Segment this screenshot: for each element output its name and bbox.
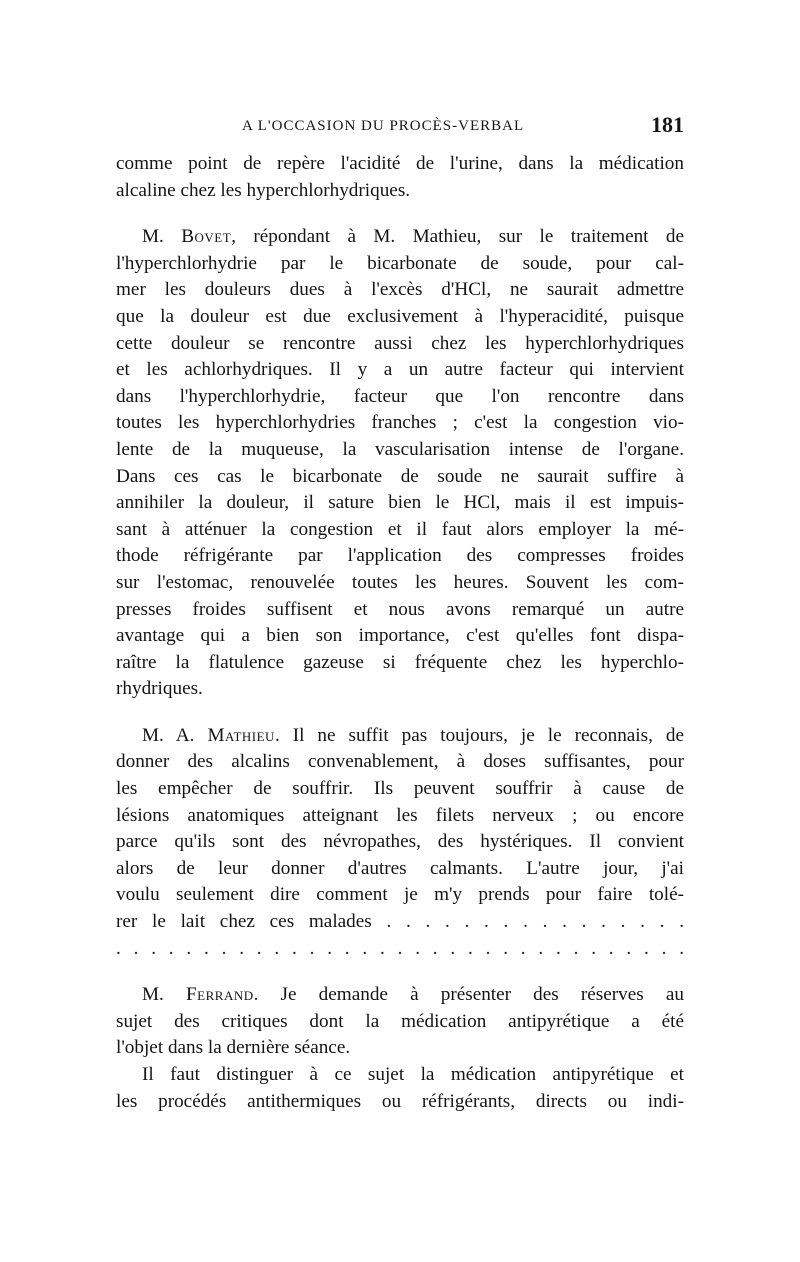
- text-line: et les achlorhydriques. Il y a un autre facteur qui intervient: [116, 359, 684, 381]
- text-line: que la douleur est due exclusivement à l'hyperacidité, puisque: [116, 305, 684, 327]
- text-line: sujet des critiques dont la médication antipyrétique a été: [116, 1010, 684, 1032]
- text-line: rer le lait chez ces malades . . . . . . . . . . . . . . . .: [116, 911, 684, 933]
- text-line: [116, 982, 684, 1009]
- text-line: alcaline chez les hyperchlorhydriques.: [116, 179, 411, 201]
- text-line: toutes les hyperchlorhydries franches ; c'est la congestion vio-: [116, 412, 684, 434]
- text-line: donner des alcalins convenablement, à doses suffisantes, pour: [116, 751, 684, 773]
- text-line: comme point de repère l'acidité de l'urine, dans la médication: [116, 153, 684, 174]
- body-text: [116, 151, 684, 1115]
- dotted-line: . . . . . . . . . . . . . . . . . . . . . . . . . . . . . . . . .: [116, 937, 684, 959]
- text-line: les procédés antithermiques ou réfrigérants, directs ou indi-: [116, 1090, 684, 1112]
- text-line: lente de la muqueuse, la vascularisation intense de l'organe.: [116, 438, 684, 460]
- text-line: Dans ces cas le bicarbonate de soude ne saurait suffire à: [116, 465, 684, 487]
- text-line: presses froides suffisent et nous avons remarqué un autre: [116, 598, 684, 620]
- text-line: parce qu'ils sont des névropathes, des hystériques. Il convient: [116, 831, 684, 853]
- text-line: [116, 723, 684, 750]
- text-line: avantage qui a bien son importance, c'est qu'elles font dispa-: [116, 625, 684, 647]
- line-rest: . Je demande à présenter des réserves au: [253, 984, 684, 1006]
- page-number: 181: [651, 112, 684, 137]
- speaker-name-ferrand: Ferrand: [186, 984, 254, 1006]
- line-rest: . Il ne suffit pas toujours, je le reconnais, de: [274, 724, 685, 746]
- running-head-title: A L'OCCASION DU PROCÈS-VERBAL: [242, 118, 525, 134]
- text-line: lésions anatomiques atteignant les filets nerveux ; ou encore: [116, 804, 684, 826]
- text-line: rhydriques.: [116, 678, 203, 700]
- speaker-prefix: M. A.: [142, 724, 208, 746]
- text-line: mer les douleurs dues à l'excès d'HCl, ne saurait admettre: [116, 279, 684, 301]
- text-line: annihiler la douleur, il sature bien le HCl, mais il est impuis-: [116, 492, 684, 514]
- text-line: [116, 224, 684, 251]
- text-line: thode réfrigérante par l'application des compresses froides: [116, 545, 684, 567]
- line-rest: , répondant à M. Mathieu, sur le traitement de: [231, 226, 684, 248]
- text-line: voulu seulement dire comment je m'y prends pour faire tolé-: [116, 884, 684, 906]
- speaker-prefix: M.: [142, 226, 182, 248]
- speaker-name-mathieu: Mathieu: [207, 724, 275, 746]
- text-line: sur l'estomac, renouvelée toutes les heures. Souvent les com-: [116, 571, 684, 593]
- text-line: raître la flatulence gazeuse si fréquente chez les hyperchlo-: [116, 651, 684, 673]
- text-line: dans l'hyperchlorhydrie, facteur que l'on rencontre dans: [116, 385, 684, 407]
- speaker-prefix: M.: [142, 984, 186, 1006]
- speaker-name-bovet: Bovet: [181, 226, 232, 248]
- running-head: [116, 112, 684, 142]
- text-line: Il faut distinguer à ce sujet la médication antipyrétique et: [142, 1064, 684, 1085]
- text-line: l'hyperchlorhydrie par le bicarbonate de soude, pour cal-: [116, 252, 684, 274]
- text-line: les empêcher de souffrir. Ils peuvent souffrir à cause de: [116, 778, 684, 800]
- text-line: cette douleur se rencontre aussi chez les hyperchlorhydriques: [116, 332, 684, 354]
- text-line: l'objet dans la dernière séance.: [116, 1037, 351, 1059]
- text-line: sant à atténuer la congestion et il faut alors employer la mé-: [116, 518, 684, 540]
- text-line: alors de leur donner d'autres calmants. L'autre jour, j'ai: [116, 857, 684, 879]
